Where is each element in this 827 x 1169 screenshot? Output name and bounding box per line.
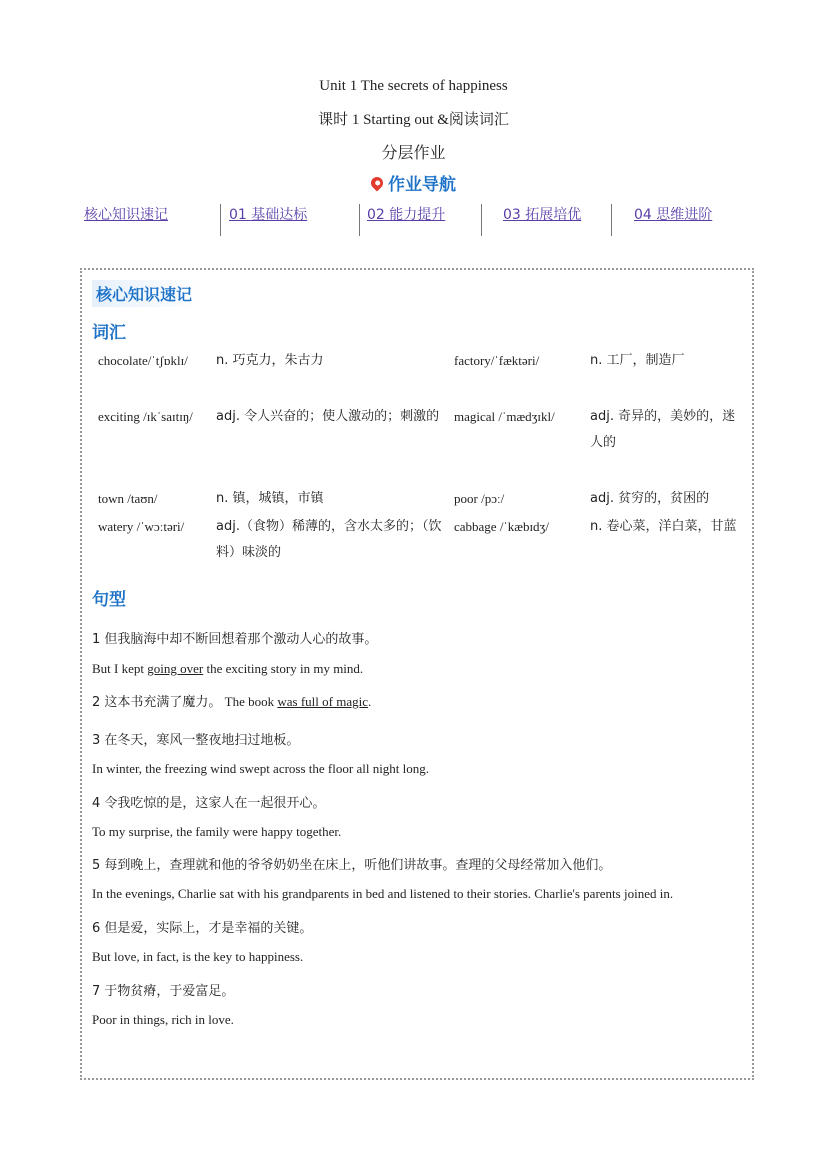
vocab-word: watery /ˈwɔːtəri/ bbox=[98, 519, 185, 534]
vocab-table bbox=[94, 348, 748, 570]
sentence-en bbox=[92, 661, 363, 677]
nav-divider bbox=[611, 204, 612, 236]
key-phrase: was full of magic bbox=[277, 694, 368, 709]
nav-heading-label: 作业导航 bbox=[388, 175, 456, 195]
vocab-word: chocolate/ˈtʃɒklɪ/ bbox=[98, 353, 188, 368]
sentence-text: . bbox=[368, 694, 372, 709]
nav-link-thinking[interactable]: 04 思维进阶 bbox=[634, 207, 713, 223]
nav-link-core[interactable]: 核心知识速记 bbox=[84, 207, 168, 223]
sentence-text: But I kept bbox=[92, 661, 148, 676]
nav-link-ability[interactable]: 02 能力提升 bbox=[367, 207, 446, 223]
sentence-cn: 3 在冬天，寒风一整夜地扫过地板。 bbox=[92, 733, 300, 748]
vocab-meaning: n. 工厂，制造厂 bbox=[590, 353, 685, 368]
nav-heading bbox=[0, 170, 827, 195]
sentence-line bbox=[92, 691, 371, 710]
vocab-row bbox=[94, 514, 748, 570]
document-title: Unit 1 The secrets of happiness bbox=[319, 78, 508, 94]
vocab-word: factory/ˈfæktəri/ bbox=[454, 353, 540, 368]
vocab-meaning: n. 卷心菜，洋白菜，甘蓝 bbox=[590, 519, 737, 534]
vocab-row bbox=[94, 486, 748, 514]
sentence-text: The book bbox=[224, 694, 278, 709]
key-phrase: going over bbox=[147, 661, 204, 676]
nav-divider bbox=[359, 204, 360, 236]
vocab-meaning: adj. 奇异的，美妙的，迷人的 bbox=[590, 409, 736, 450]
vocab-word: cabbage /ˈkæbɪdʒ/ bbox=[454, 519, 549, 534]
nav-link-extension[interactable]: 03 拓展培优 bbox=[503, 207, 582, 223]
sentence-text: the exciting story in my mind. bbox=[203, 661, 364, 676]
sentence-cn: 7 于物贫瘠，于爱富足。 bbox=[92, 984, 235, 999]
sentence-cn: 4 令我吃惊的是，这家人在一起很开心。 bbox=[92, 796, 326, 811]
sentence-en: To my surprise, the family were happy together. bbox=[92, 824, 342, 839]
vocab-meaning: adj. 贫穷的，贫困的 bbox=[590, 491, 710, 506]
sentence-cn: 1 但我脑海中却不断回想着那个激动人心的故事。 bbox=[92, 632, 378, 647]
location-pin-icon bbox=[369, 175, 386, 192]
vocab-word: town /taʊn/ bbox=[98, 491, 158, 506]
vocab-meaning: adj.（食物）稀薄的，含水太多的；（饮料）味淡的 bbox=[216, 519, 442, 560]
vocab-meaning: n. 巧克力，朱古力 bbox=[216, 353, 324, 368]
nav-link-basic[interactable]: 01 基础达标 bbox=[229, 207, 308, 223]
sentence-heading: 句型 bbox=[92, 590, 126, 610]
sentence-en: But love, in fact, is the key to happiness. bbox=[92, 949, 304, 964]
homework-nav bbox=[78, 204, 758, 238]
vocab-heading: 词汇 bbox=[92, 323, 126, 343]
section-title: 核心知识速记 bbox=[92, 280, 200, 307]
vocab-meaning: adj. 令人兴奋的；使人激动的；刺激的 bbox=[216, 409, 440, 424]
nav-divider bbox=[481, 204, 482, 236]
vocab-row bbox=[94, 404, 748, 486]
vocab-row bbox=[94, 348, 748, 404]
homework-type: 分层作业 bbox=[381, 143, 446, 162]
vocab-meaning: n. 镇，城镇，市镇 bbox=[216, 491, 324, 506]
sentence-en: In the evenings, Charlie sat with his grandparents in bed and listened to their stories. Charlie's parents joined in. bbox=[92, 886, 674, 901]
sentence-cn: 2 这本书充满了魔力。 bbox=[92, 695, 222, 710]
vocab-word: magical /ˈmædʒɪkl/ bbox=[454, 409, 555, 424]
sentence-en: In winter, the freezing wind swept across the floor all night long. bbox=[92, 761, 430, 776]
vocab-word: poor /pɔː/ bbox=[454, 491, 505, 506]
sentence-cn: 5 每到晚上，查理就和他的爷爷奶奶坐在床上，听他们讲故事。查理的父母经常加入他们。 bbox=[92, 858, 612, 873]
vocab-word: exciting /ɪkˈsaɪtɪŋ/ bbox=[98, 409, 193, 424]
sentence-cn: 6 但是爱，实际上，才是幸福的关键。 bbox=[92, 921, 313, 936]
lesson-subtitle: 课时 1 Starting out &阅读词汇 bbox=[318, 112, 509, 128]
nav-divider bbox=[220, 204, 221, 236]
sentence-en: Poor in things, rich in love. bbox=[92, 1012, 234, 1027]
